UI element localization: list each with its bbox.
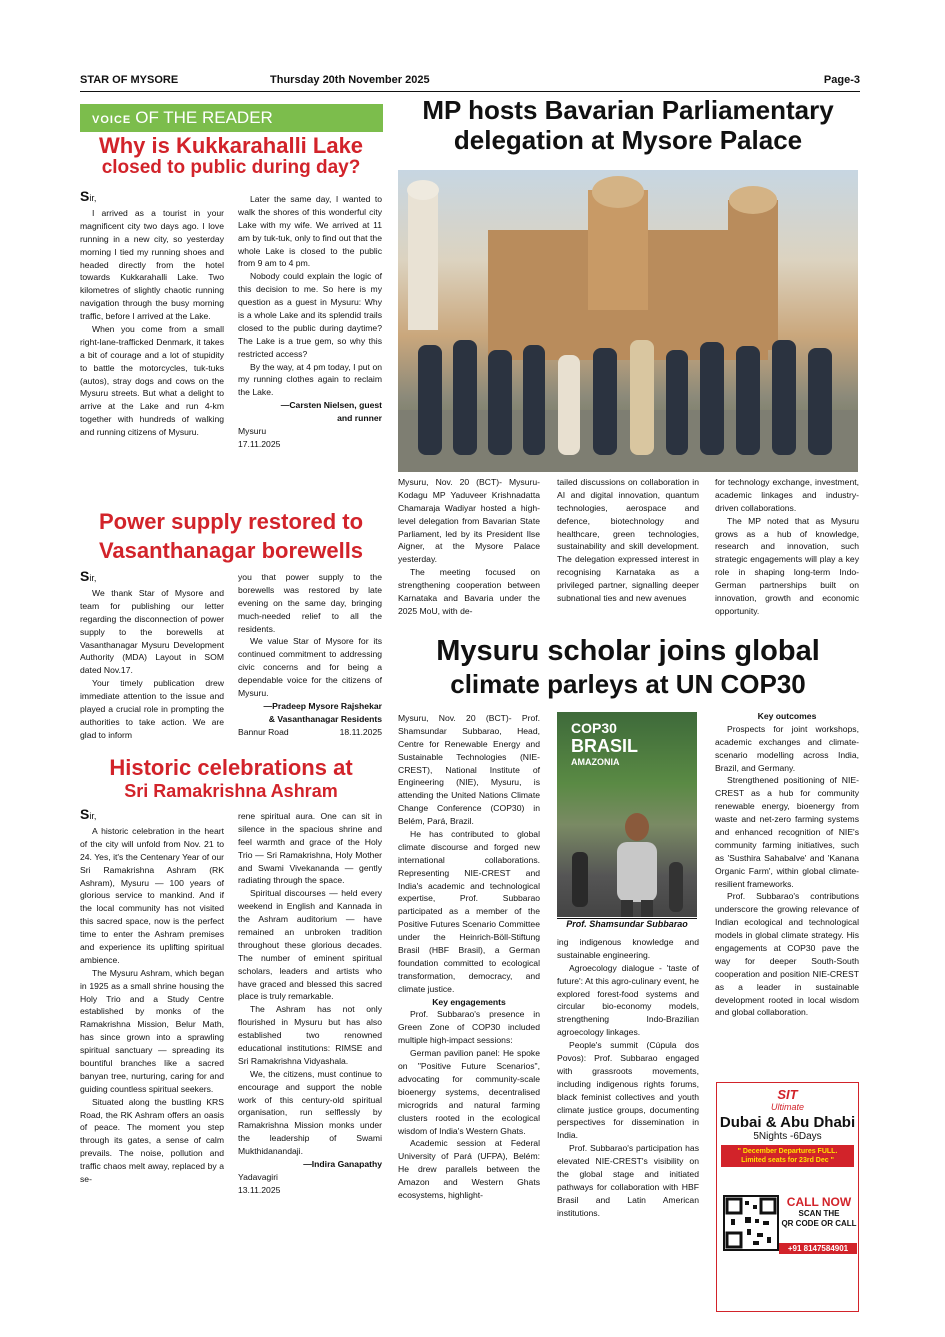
scholar-photo-caption: Prof. Shamsundar Subbarao (557, 918, 697, 932)
letter3-para: Situated along the bustling KRS Road, the RK Ashram offers an oasis of peace. The moment you step through its gates, a sense of calm prevails. The noise, pollution and traffic chaos melt away, replaced by a se- (80, 1096, 224, 1185)
letter3-headline-line1: Historic celebrations at (109, 755, 353, 780)
story2-para: Mysuru, Nov. 20 (BCT)- Prof. Shamsundar Subbarao, Head, Centre for Renewable Energy and Sustainable Technologies (NIE-CREST), National Institute of Engineering (NIE), Mysuru, is attending the United Nations Climate Change Conference (COP30) in Belém, Pará, Brazil. (398, 713, 540, 827)
letter3-para: The Ashram has not only flourished in Mysuru but has also established two renowned educational institutions: RIMSE and Sri Ramakrishna Vidyashala. (238, 1004, 382, 1066)
story2-col3 (715, 710, 859, 1019)
voice-of-reader-banner (80, 104, 383, 132)
ad-duration: 5Nights -6Days (753, 1131, 822, 1142)
letter3-date: 13.11.2025 (238, 1184, 281, 1195)
story2-para: Academic session at Federal University of Pará (UFPA), Belém: He drew parallels between the Amazon and Western Ghats ecosystems, highlight- (398, 1138, 540, 1200)
key-engagements-heading: Key engagements (432, 996, 506, 1007)
call-now-label: CALL NOW (786, 1195, 852, 1209)
amazonia-sign-text: AMAZONIA (571, 757, 620, 767)
palace-delegation-photo (398, 170, 858, 472)
letter1-para: By the way, at 4 pm today, I put on my running clothes again to reclaim the Lake. (238, 361, 382, 398)
story2-para: Agroecology dialogue - 'taste of future': At this agro-culinary event, he explored forest-food systems and circular bio-economy models, strengthening Indo-Brazilian agroecology linkages. (557, 962, 699, 1038)
letter1-place: Mysuru (238, 426, 267, 437)
story1-para: The MP noted that as Mysuru grows as a hub of knowledge, research and innovation, such strategic engagements will play a key role in shaping long-term Indo-German partnerships built on innovation, growth and economic opportunity. (715, 515, 859, 616)
letter3-para: A historic celebration in the heart of the city will unfold from Nov. 21 to 24. Yes, it's the Centenary Year of our Sri Ramakrishna Ashram (RK Ashram), Mysuru — 100 years of glorious service to mankind. And if the local community has not visited this sacred space, now is the perfect time to enter the Ashram premises and experience its uplifting spiritual ambience. (80, 826, 224, 965)
story2-para: He has contributed to global climate discourse and forged new international collaborations. Representing NIE-CREST and India's academic and technological expertise, Prof. Subbarao participated as a member of the Positive Futures Scenario Committee under the Heinrich-Böll-Stiftung Brasil (HBF Brasil), a German foundation committed to ecological transformation, democracy, and climate justice. (398, 829, 540, 994)
letter3-para: rene spiritual aura. One can sit in silence in the spacious shrine and feel warmth and grace of the Holy Trio — Sri Ramakrishna, Holy Mother and Swami Vivekananda — gently radiating through the space. (238, 811, 382, 886)
issue-date: Thursday 20th November 2025 (270, 74, 430, 86)
story1-col2 (557, 476, 699, 605)
letter2-col2 (238, 571, 382, 739)
story1-para: for technology exchange, investment, academic linkages and industry-driven collaborations. (715, 477, 859, 513)
letter1-headline-line1: Why is Kukkarahalli Lake (98, 133, 364, 158)
letter1-para: I arrived as a tourist in your magnificent city two days ago. I love running in a new city, so yesterday morning I tied my running shoes and headed directly from the hotel towards Kukkarahalli Lake. Two kilometres of slightly chaotic running navigation through the busy morning traffic, before I arrived at the Lake. (80, 208, 224, 322)
story2-para: Prospects for joint workshops, academic exchanges and climate-scenario modelling across India, Brazil, and Germany. (715, 723, 859, 773)
qr-code-graphic (725, 1197, 777, 1249)
letter2-para: We thank Star of Mysore and team for publishing our letter regarding the disconnection of power supply to the borewells at Vasanthanagar Mysuru Development Authority (MDA) Layout in SOM dated Nov.17. (80, 588, 224, 676)
ad-phone-number[interactable]: +91 8147584901 (779, 1243, 857, 1254)
letter2-headline-line2: Vasanthanagar borewells (98, 537, 364, 563)
letter1-para: Later the same day, I wanted to walk the shores of this wonderful city Lake with my wife. We arrived at 11 am by tuk-tuk, only to find out that the whole Lake is closed to the public from 9 am to 4 pm. (238, 194, 382, 269)
letter3-headline-line2: Sri Ramakrishna Ashram (124, 780, 338, 801)
palace-photo-illustration (398, 170, 858, 472)
story2-para: Strengthened positioning of NIE-CREST as a hub for community renewable energy, bioenergy from waste and net-zero farming systems and enhanced recognition of NIE's community farming initiatives, such as 'Susthira Sahabalve' and 'Kanana Organic Farm', within global climate-resilient frameworks. (715, 775, 859, 889)
story2-col2 (557, 936, 699, 1220)
story2-headline-line2: climate parleys at UN COP30 (450, 668, 806, 699)
story2-headline (396, 634, 860, 700)
letter2-salutation: Sir, (80, 568, 97, 584)
letter2-para: Your timely publication drew immediate attention to the issue and played a crucial role in prompting the authorities to take action. We are glad to inform (80, 678, 224, 740)
ad-banner (721, 1145, 854, 1167)
story1-para: The meeting focused on strengthening cooperation between Karnataka and Bavaria under the 2025 MoU, with de- (398, 567, 540, 616)
letter1-col1 (80, 186, 224, 439)
letter2-col1 (80, 566, 224, 742)
story2-para: Prof. Subbarao's contributions underscore the growing relevance of Indian ecological and technological models in global climate strategy. His engagements at COP30 pave the way for deeper South-South cooperation and position NIE-CREST as a leader in sustainable development rooted in local wisdom and global collaboration. (715, 891, 859, 1018)
brasil-sign-text: BRASIL (571, 736, 638, 756)
letter1-para: When you come from a small right-lane-trafficked Denmark, it takes a bit of courage and a lot of stupidity to battle the motorcycles, tuk-tuks (autos), stray dogs and cows on the Mysuru streets. But what a delight to arrive at the Lake and run 4-km together with hundreds of walking and running citizens of Mysuru. (80, 324, 224, 438)
letter2-headline (78, 508, 384, 565)
ad-banner-line2: Limited seats for 23rd Dec " (741, 1157, 834, 1165)
travel-logo: SIT (777, 1087, 798, 1102)
scan-label-2: QR CODE OR CALL (781, 1219, 857, 1228)
ad-ultimate: Ultimate (770, 1102, 804, 1112)
story1-para: tailed discussions on collaboration in AI and digital innovation, quantum technologies, aerospace and defence, biotechnology and healthcare, green technologies, sustainability and skill development. The delegation expressed interest in recognising Karnataka as a privileged partner, signalling deeper subnational ties and new avenues (557, 477, 699, 604)
page-header (80, 74, 860, 92)
letter2-date: 18.11.2025 (339, 726, 382, 737)
letter2-para: We value Star of Mysore for its continued commitment to addressing civic concerns and for being a dependable voice for the citizens of Mysuru. (238, 636, 382, 699)
letter3-col1 (80, 804, 224, 1186)
story1-headline (396, 96, 860, 156)
letter2-signature: —Pradeep Mysore Rajshekar (263, 700, 382, 711)
letter1-headline-line2: closed to public during day? (101, 157, 361, 179)
letter2-place: Bannur Road (238, 726, 289, 737)
story2-para: People's summit (Cúpula dos Povos): Prof. Subbarao engaged with grassroots movements, including indigenous rights forums, black feminist collectives and youth climate justice groups, documenting perspectives for dissemination in India. (557, 1040, 699, 1141)
of-the-reader-label: OF THE READER (135, 108, 273, 127)
scan-label: SCAN THE (798, 1209, 840, 1218)
scholar-photo (557, 712, 697, 917)
letter2-headline-line1: Power supply restored to (98, 509, 364, 534)
story1-headline-line1: MP hosts Bavarian Parliamentary (422, 95, 834, 125)
story2-para: Prof. Subbarao's participation has elevated NIE-CREST's visibility on the global stage and initiated pathways for collaboration with HBF Brasil and Latin American institutions. (557, 1143, 699, 1218)
ad-banner-line1: " December Departures FULL. (737, 1148, 838, 1155)
key-outcomes-heading: Key outcomes (757, 711, 817, 721)
travel-advertisement[interactable] (716, 1082, 859, 1312)
voice-label: VOICE (92, 114, 132, 126)
letter1-signature: —Carsten Nielsen, guest (280, 400, 382, 411)
letter1-headline (78, 134, 384, 179)
call-now-block (781, 1195, 857, 1229)
letter1-salutation: Sir, (80, 188, 97, 204)
letter1-col2 (238, 193, 382, 451)
letter1-para: Nobody could explain the logic of this decision to me. So here is my question as a guest in Mysuru: Why is a whole Lake and its splendid trails closed to the public during daytime? The Lake is a true gem, so why this restricted access? (238, 271, 382, 359)
story2-para: ing indigenous knowledge and sustainable engineering. (557, 937, 699, 960)
qr-code-icon[interactable] (723, 1195, 779, 1251)
letter3-para: Spiritual discourses — held every weekend in English and Kannada in the Ashram auditorium — have remained an unbroken tradition throughout these glorious decades. The number of eminent spiritual scholars, leaders and artists who have graced and blessed this sacred place is truly remarkable. (238, 888, 382, 1002)
story2-col1 (398, 712, 540, 1202)
story1-para: Mysuru, Nov. 20 (BCT)- Mysuru-Kodagu MP Yaduveer Krishnadatta Chamaraja Wadiyar hosted a high-level delegation from Bavarian State Parliament, led by its President Ilse Aigner, at the Mysore Palace yesterday. (398, 477, 540, 565)
letter3-place: Yadavagiri (238, 1171, 278, 1182)
scholar-figure-illustration (557, 712, 697, 917)
letter3-signature: —Indira Ganapathy (303, 1159, 382, 1170)
letter2-signature-2: & Vasanthanagar Residents (268, 713, 382, 724)
ad-destination: Dubai & Abu Dhabi (719, 1114, 856, 1131)
story2-para: Prof. Subbarao's presence in Green Zone of COP30 included multiple high-impact sessions: (398, 1009, 540, 1046)
letter3-para: We, the citizens, must continue to encourage and support the noble work of this century-old spiritual organisation, run selflessly by Ramakrishna Mission monks under the leadership of Swami Mukthidanandaji. (238, 1068, 382, 1157)
letter3-col2 (238, 810, 382, 1197)
newspaper-name: STAR OF MYSORE (80, 74, 179, 86)
cop30-sign-text: COP30 (571, 720, 617, 736)
page-number: Page-3 (823, 74, 860, 86)
story1-headline-line2: delegation at Mysore Palace (453, 124, 803, 155)
letter1-signature-2: and runner (337, 413, 382, 424)
letter3-headline (78, 756, 384, 801)
letter3-para: The Mysuru Ashram, which began in 1925 as a small shrine housing the Holy Trio and a Study Centre established by monks of the Ramakrishna Mission, Belur Math, has since grown into a sprawling spiritual sanctuary — spreading its bountiful branches like a sacred banyan tree, nurturing, caring for and guiding countless spiritual seekers. (80, 967, 224, 1094)
story1-col1 (398, 476, 540, 618)
letter2-place-date (238, 726, 382, 739)
letter2-para: you that power supply to the borewells was restored by late evening on the same day, bringing much-needed relief to all the residents. (238, 572, 382, 634)
story2-para: German pavilion panel: He spoke on "Positive Future Scenarios", advocating for community-scale bioenergy systems, decentralised microgrids and natural farming clusters rooted in the ecological wisdom of India's Western Ghats. (398, 1048, 540, 1136)
story1-col3 (715, 476, 859, 618)
story2-headline-line1: Mysuru scholar joins global (436, 635, 820, 667)
letter1-date: 17.11.2025 (238, 438, 281, 449)
letter3-salutation: Sir, (80, 806, 97, 822)
